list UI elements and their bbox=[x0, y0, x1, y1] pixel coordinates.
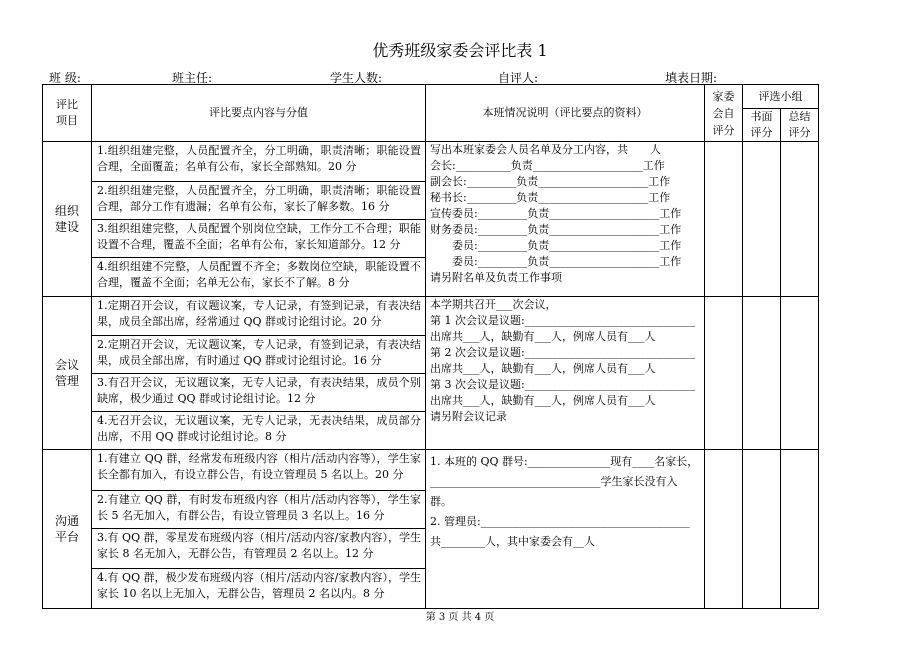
total-score-cell[interactable] bbox=[781, 450, 819, 609]
criterion-item: 1.有建立 QQ 群，经常发布班级内容（相片/活动内容等），学生家长全都有加入，有设立群公告，有设立管理员 5 名以上。20 分 bbox=[97, 452, 421, 481]
header-item: 评比项目 bbox=[43, 85, 92, 142]
situation-line: 群。 bbox=[430, 495, 452, 508]
total-score-cell[interactable] bbox=[781, 297, 819, 450]
written-score-cell[interactable] bbox=[743, 142, 781, 297]
self-rater-label: 自评人: bbox=[498, 71, 539, 85]
category-cell: 沟通平台 bbox=[43, 450, 92, 609]
students-label: 学生人数: bbox=[330, 71, 383, 85]
teacher-label: 班主任: bbox=[172, 71, 213, 85]
criterion-item: 2.有建立 QQ 群，有时发布班级内容（相片/活动内容等），学生家长 5 名无加入，有群公告，有设立管理员 3 名以上。16 分 bbox=[92, 490, 425, 528]
situation-cell bbox=[426, 297, 705, 450]
situation-line: 请另附会议记录 bbox=[430, 410, 507, 423]
situation-line: 出席共___人，缺勤有___人，例席人员有___人 bbox=[430, 362, 656, 375]
criteria-cell bbox=[92, 142, 426, 297]
header-criteria: 评比要点内容与分值 bbox=[92, 85, 426, 142]
situation-line: 委员:_________负责____________________工作 bbox=[430, 255, 682, 268]
page-title: 优秀班级家委会评比表 1 bbox=[372, 41, 548, 60]
self-score-cell[interactable] bbox=[705, 450, 743, 609]
criterion-item: 2.定期召开会议，无议题议案，专人记录，有签到记录，有表决结果，成员全部出席，有时通过 QQ 群或讨论组讨论。16 分 bbox=[92, 335, 425, 373]
situation-line: 写出本班家委会人员名单及分工内容，共 人 bbox=[430, 143, 661, 156]
header-self-score: 家委会自评分 bbox=[705, 85, 743, 142]
situation-line: 宣传委员:_________负责____________________工作 bbox=[430, 207, 682, 220]
situation-line: 请另附名单及负责工作事项 bbox=[430, 271, 562, 284]
header-total: 总结评分 bbox=[781, 109, 819, 142]
criterion-item: 3.有召开会议，无议题议案，无专人记录，有表决结果，成员个别缺席，极少通过 QQ 群或讨论组讨论。12 分 bbox=[92, 373, 425, 411]
situation-line: 第 2 次会议是议题:_______________________________ bbox=[430, 346, 696, 359]
criterion-item: 1.组织组建完整，人员配置齐全，分工明确，职责清晰；职能设置合理，全面覆盖；名单有公布，家长全部熟知。20 分 bbox=[97, 144, 421, 173]
criterion-item: 3.组织组建完整，人员配置个别岗位空缺，工作分工不合理；职能设置不合理，覆盖不全面；名单有公布，家长知道部分。12 分 bbox=[92, 219, 425, 257]
self-score-cell[interactable] bbox=[705, 142, 743, 297]
class-label: 班 级: bbox=[49, 71, 81, 85]
situation-line: 出席共___人，缺勤有___人，例席人员有___人 bbox=[430, 330, 656, 343]
self-score-cell[interactable] bbox=[705, 297, 743, 450]
criterion-item: 4.有 QQ 群，极少发布班级内容（相片/活动内容/家教内容），学生家长 10 名以上无加入，无群公告，管理员 2 名以内。8 分 bbox=[92, 568, 425, 608]
criterion-item: 4.组织组建不完整，人员配置不齐全；多数岗位空缺，职能设置不合理，覆盖不全面；名单无公布，家长不了解。8 分 bbox=[92, 257, 425, 295]
criteria-cell bbox=[92, 297, 426, 450]
situation-line: 委员:_________负责____________________工作 bbox=[430, 239, 682, 252]
rating-table bbox=[42, 84, 819, 609]
situation-cell bbox=[426, 142, 705, 297]
section-communication bbox=[43, 450, 819, 609]
situation-line: 1. 本班的 QQ 群号:_______________现有____名家长， bbox=[430, 455, 699, 468]
date-label: 填表日期: bbox=[665, 71, 718, 85]
section-meeting bbox=[43, 297, 819, 450]
category-cell: 组织建设 bbox=[43, 142, 92, 297]
criterion-item: 1.定期召开会议，有议题议案，专人记录，有签到记录，有表决结果，成员全部出席，经常通过 QQ 群或讨论组讨论。20 分 bbox=[97, 299, 421, 328]
situation-line: 本学期共召开___次会议， bbox=[430, 298, 557, 311]
situation-cell bbox=[426, 450, 705, 609]
criterion-item: 4.无召开会议，无议题议案，无专人记录，无表决结果，成员部分出席，不用 QQ 群或讨论组讨论。8 分 bbox=[92, 411, 425, 449]
situation-line: 财务委员:_________负责____________________工作 bbox=[430, 223, 682, 236]
situation-line: 出席共___人，缺勤有___人，例席人员有___人 bbox=[430, 394, 656, 407]
situation-line: 副会长:_________负责____________________工作 bbox=[430, 175, 671, 188]
criteria-cell bbox=[92, 450, 426, 609]
criterion-item: 2.组织组建完整，人员配置齐全，分工明确，职责清晰；职能设置合理，部分工作有遗漏；名单有公布，家长了解多数。16 分 bbox=[92, 181, 425, 219]
situation-line: 第 1 次会议是议题:_______________________________ bbox=[430, 314, 696, 327]
situation-line: _______________________________学生家长没有入 bbox=[430, 475, 678, 488]
situation-line: 秘书长:_________负责____________________工作 bbox=[430, 191, 671, 204]
written-score-cell[interactable] bbox=[743, 297, 781, 450]
written-score-cell[interactable] bbox=[743, 450, 781, 609]
page-number: 第 3 页 共 4 页 bbox=[425, 612, 495, 623]
situation-line: 会长:__________负责____________________工作 bbox=[430, 159, 665, 172]
situation-line: 第 3 次会议是议题:_______________________________ bbox=[430, 378, 696, 391]
criterion-item: 3.有 QQ 群，零星发布班级内容（相片/活动内容/家教内容），学生家长 8 名无加入，无群公告，有管理员 2 名以上。12 分 bbox=[92, 528, 425, 568]
category-cell: 会议管理 bbox=[43, 297, 92, 450]
situation-line: 共________人，其中家委会有__人 bbox=[430, 535, 595, 548]
header-written: 书面评分 bbox=[743, 109, 781, 142]
header-situation: 本班情况说明（评比要点的资料） bbox=[426, 85, 705, 142]
total-score-cell[interactable] bbox=[781, 142, 819, 297]
section-organization bbox=[43, 142, 819, 297]
header-panel: 评选小组 bbox=[743, 85, 819, 109]
situation-line: 2. 管理员:______________________________________ bbox=[430, 515, 690, 528]
